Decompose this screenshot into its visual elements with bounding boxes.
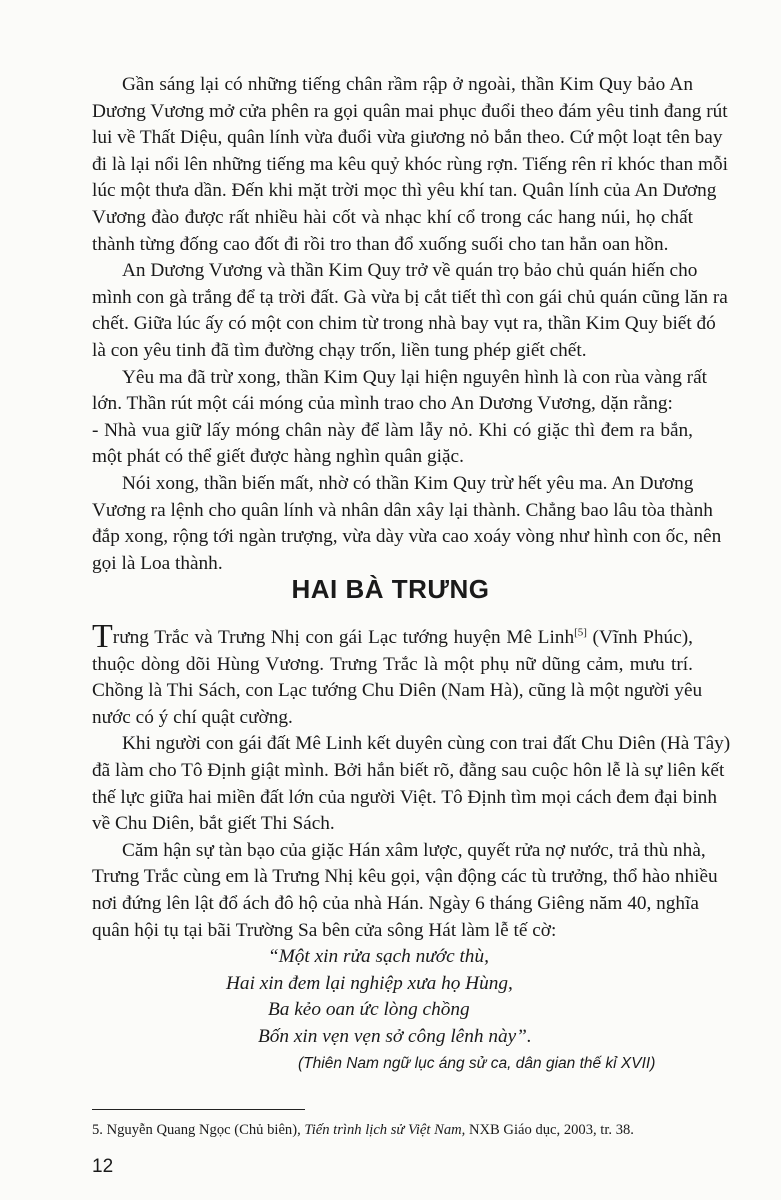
text-line: Trưng Trắc cùng em là Trưng Nhị kêu gọi, vận động các tù trưởng, thổ hào nhiều bbox=[92, 866, 718, 888]
story-hai-ba-trung bbox=[92, 618, 731, 1077]
poem-line: Hai xin đem lại nghiệp xưa họ Hùng, bbox=[226, 972, 513, 994]
poem-line: “Một xin rửa sạch nước thù, bbox=[268, 946, 489, 968]
text-line: chết. Giữa lúc ấy có một con chim từ trong nhà bay vụt ra, thần Kim Quy biết đó bbox=[92, 313, 716, 335]
footnote bbox=[92, 1122, 634, 1139]
text-line: thành từng đống cao đốt đi rồi tro than đổ xuống suối cho tan hẳn oan hồn. bbox=[92, 233, 669, 255]
text-line: lúc một thưa dần. Đến khi mặt trời mọc thì yêu khí tan. Quân lính của An Dương bbox=[92, 180, 717, 202]
text-line: Vương đào được rất nhiều hài cốt và nhạc khí cổ trong các hang núi, họ chất bbox=[92, 206, 693, 228]
footnote-ref[interactable]: [5] bbox=[574, 626, 587, 639]
text-line: lớn. Thần rút một cái móng của mình trao cho An Dương Vương, dặn rằng: bbox=[92, 393, 673, 415]
story-continuation bbox=[92, 72, 728, 577]
text-line: lui về Thất Diệu, quân lính vừa đuổi vừa giương nỏ bắn theo. Cứ một loạt tên bay bbox=[92, 127, 723, 149]
text-line: đi là lại nổi lên những tiếng ma kêu quỷ khóc rùng rợn. Tiếng rên rỉ khóc than mỗi bbox=[92, 153, 728, 175]
text-line: Khi người con gái đất Mê Linh kết duyên cùng con trai đất Chu Diên (Hà Tây) bbox=[122, 733, 731, 755]
text-line: nước có ý chí quật cường. bbox=[92, 706, 293, 728]
text-line: đã làm cho Tô Định giật mình. Bởi hắn biết rõ, đằng sau cuộc hôn lễ là sự liên kết bbox=[92, 759, 725, 781]
text: (Vĩnh Phúc), bbox=[586, 627, 693, 648]
text-line: là con yêu tinh đã tìm đường chạy trốn, liền tung phép giết chết. bbox=[92, 339, 587, 361]
text-line: quân hội tụ tại bãi Trường Sa bên cửa sông Hát làm lễ tế cờ: bbox=[92, 919, 557, 941]
footnote-divider bbox=[92, 1109, 305, 1110]
text-line: Vương ra lệnh cho quân lính và nhân dân xây lại thành. Chẳng bao lâu tòa thành bbox=[92, 499, 713, 521]
footnote-text: NXB Giáo dục, 2003, tr. 38. bbox=[465, 1122, 634, 1138]
text-line: Chồng là Thi Sách, con Lạc tướng Chu Diên (Nam Hà), cũng là một người yêu bbox=[92, 680, 703, 702]
poem-line: Ba kẻo oan ức lòng chồng bbox=[268, 999, 470, 1021]
text-line: gọi là Loa thành. bbox=[92, 552, 223, 574]
poem-citation: (Thiên Nam ngữ lục áng sử ca, dân gian thế kỉ XVII) bbox=[298, 1054, 656, 1072]
drop-cap: T bbox=[92, 618, 113, 655]
text-line: An Dương Vương và thần Kim Quy trở về quán trọ bảo chủ quán hiến cho bbox=[122, 260, 698, 282]
text-line: đắp xong, rộng tới ngàn trượng, vừa dày vừa cao xoáy vòng như hình con ốc, nên bbox=[92, 526, 722, 548]
poem-line: Bốn xin vẹn vẹn sở công lênh này”. bbox=[258, 1025, 532, 1047]
text-line: Căm hận sự tàn bạo của giặc Hán xâm lược, quyết rửa nợ nước, trả thù nhà, bbox=[122, 839, 706, 861]
page-number: 12 bbox=[92, 1156, 114, 1177]
text-line: - Nhà vua giữ lấy móng chân này để làm lẫy nỏ. Khi có giặc thì đem ra bắn, bbox=[92, 419, 693, 441]
text-line: nơi đứng lên lật đổ ách đô hộ của nhà Hán. Ngày 6 tháng Giêng năm 40, nghĩa bbox=[92, 892, 699, 914]
section-heading: HAI BÀ TRƯNG bbox=[291, 574, 490, 604]
footnote-title: Tiến trình lịch sử Việt Nam, bbox=[304, 1122, 466, 1138]
text-line: Nói xong, thần biến mất, nhờ có thần Kim Quy trừ hết yêu ma. An Dương bbox=[122, 472, 694, 494]
text-line bbox=[92, 618, 693, 655]
text-line: một phát có thể giết được hàng nghìn quân giặc. bbox=[92, 446, 464, 468]
text-line: Gần sáng lại có những tiếng chân rầm rập ở ngoài, thần Kim Quy bảo An bbox=[122, 74, 693, 95]
footnote-text: 5. Nguyễn Quang Ngọc (Chủ biên), bbox=[92, 1122, 305, 1138]
text-line: Dương Vương mở cửa phên ra gọi quân mai phục đuổi theo đám yêu tinh đang rút bbox=[92, 100, 728, 122]
text-line: thế lực giữa hai miền đất lớn của người Việt. Tô Định tìm mọi cách đem đại binh bbox=[92, 786, 717, 808]
text-line: về Chu Diên, bắt giết Thi Sách. bbox=[92, 813, 335, 835]
text-line: thuộc dòng dõi Hùng Vương. Trưng Trắc là một phụ nữ dũng cảm, mưu trí. bbox=[92, 653, 693, 675]
text-line: Yêu ma đã trừ xong, thần Kim Quy lại hiện nguyên hình là con rùa vàng rất bbox=[122, 366, 707, 388]
text-line: mình con gà trắng để tạ trời đất. Gà vừa bị cắt tiết thì con gái chủ quán cũng lăn ra bbox=[92, 286, 728, 308]
text: rưng Trắc và Trưng Nhị con gái Lạc tướng huyện Mê Linh bbox=[112, 627, 575, 648]
